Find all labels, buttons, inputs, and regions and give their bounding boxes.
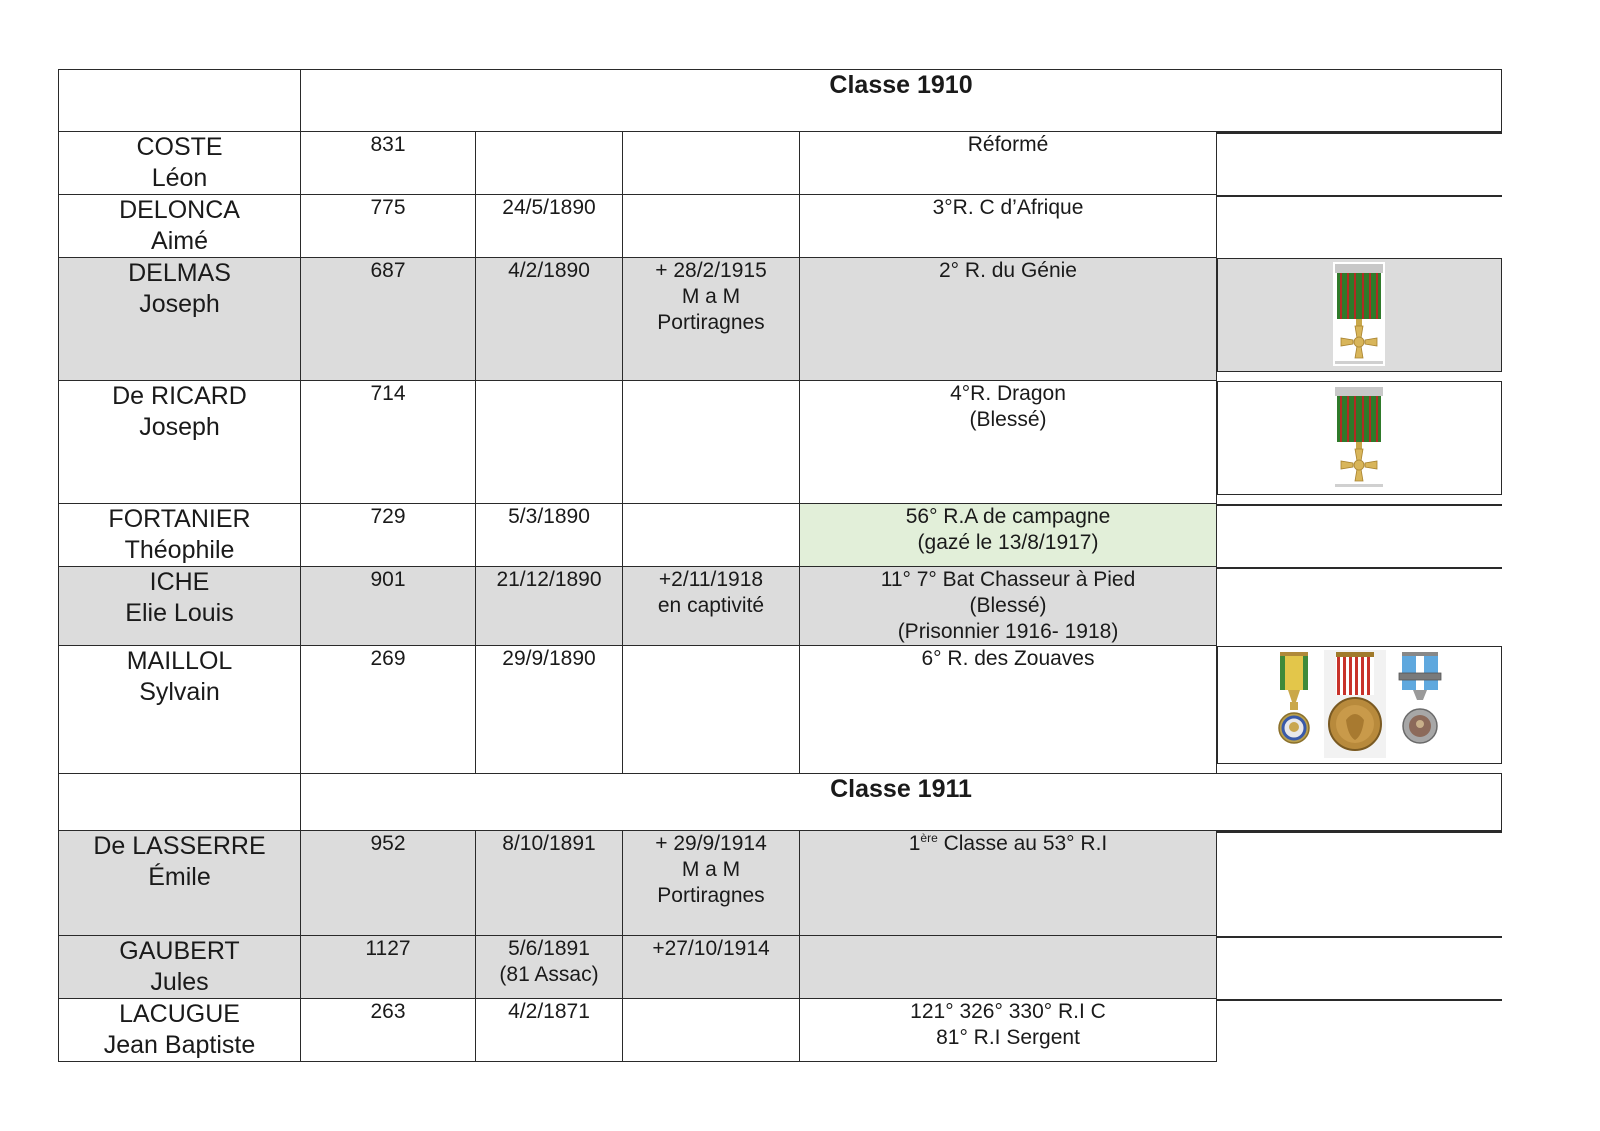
birth-date-cell (476, 381, 623, 504)
death-cell (623, 381, 800, 504)
medaille-militaire-icon (1274, 650, 1314, 759)
medals-group (1218, 382, 1501, 494)
medals-cell (1217, 936, 1502, 938)
conscript-row (59, 504, 1502, 567)
croix-de-guerre-icon (1333, 385, 1385, 494)
conscript-name-cell (59, 132, 301, 195)
birth-date-cell (476, 936, 623, 999)
conscript-name-cell (59, 258, 301, 381)
cell-line: 11° 7° Bat Chasseur à Pied (880, 568, 1136, 591)
cell-line: Aimé (151, 227, 208, 255)
cell-line: Léon (151, 164, 208, 192)
registration-number-cell: 263 (301, 999, 476, 1062)
cell-line: De LASSERRE (93, 832, 266, 860)
cell-line: +2/11/1918 (658, 568, 764, 591)
registration-number-cell: 729 (301, 504, 476, 567)
conscript-name-cell (59, 195, 301, 258)
registration-number-cell: 1127 (301, 936, 476, 999)
cell-line: 29/9/1890 (502, 647, 596, 670)
medals-cell (1217, 567, 1502, 569)
medals-cell (1217, 831, 1502, 833)
conscript-row (59, 831, 1502, 936)
cell-line: en captivité (657, 594, 765, 617)
death-cell (623, 258, 800, 381)
conscript-row (59, 195, 1502, 258)
birth-date-cell (476, 646, 623, 774)
birth-date-cell (476, 567, 623, 646)
conscript-name-cell (59, 646, 301, 774)
cell-line: DELMAS (128, 259, 231, 287)
cell-line: (Blessé) (969, 594, 1047, 617)
cell-line: 4/2/1890 (508, 259, 590, 282)
cell-line: De RICARD (112, 382, 247, 410)
cell-line: GAUBERT (119, 937, 240, 965)
medaille-outre-mer-icon (1396, 650, 1444, 759)
cell-line: +27/10/1914 (652, 937, 770, 960)
cell-line: 81° R.I Sergent (936, 1026, 1080, 1049)
cell-line: M a M (681, 858, 741, 881)
cell-line: Portiragnes (657, 311, 765, 334)
cell-line: Joseph (139, 290, 220, 318)
class-title: Classe 1911 (301, 774, 1502, 831)
conscript-name-cell (59, 504, 301, 567)
medals-cell (1217, 258, 1502, 372)
unit-cell (800, 504, 1217, 567)
unit-cell (800, 381, 1217, 504)
registration-number-cell: 269 (301, 646, 476, 774)
conscript-row (59, 567, 1502, 646)
death-cell (623, 195, 800, 258)
registration-number-cell: 952 (301, 831, 476, 936)
conscript-row (59, 258, 1502, 381)
cell-line: 56° R.A de campagne (905, 505, 1111, 528)
cell-line: (81 Assac) (499, 963, 599, 986)
birth-date-cell (476, 258, 623, 381)
cell-line: 2° R. du Génie (939, 259, 1077, 282)
conscript-name-cell (59, 831, 301, 936)
conscript-row (59, 999, 1502, 1062)
cell-line: Joseph (139, 413, 220, 441)
medals-cell (1217, 504, 1502, 506)
death-cell (623, 504, 800, 567)
cell-line: Jean Baptiste (103, 1031, 256, 1059)
cell-line: 3°R. C d’Afrique (932, 196, 1084, 219)
cell-line: ICHE (149, 568, 210, 596)
medals-cell (1217, 381, 1502, 495)
cell-line: MAILLOL (126, 647, 233, 675)
class-header-blank-cell (59, 70, 301, 132)
unit-cell (800, 132, 1217, 195)
cell-line: + 29/9/1914 (655, 832, 767, 855)
class-header-row (59, 774, 1502, 831)
registration-number-cell: 775 (301, 195, 476, 258)
cell-line: COSTE (136, 133, 223, 161)
registration-number-cell: 714 (301, 381, 476, 504)
cell-line: 6° R. des Zouaves (921, 647, 1095, 670)
cell-line: LACUGUE (119, 1000, 240, 1028)
cell-line: Jules (150, 968, 209, 996)
conscript-row (59, 646, 1502, 774)
class-title: Classe 1910 (301, 70, 1502, 132)
unit-cell (800, 646, 1217, 774)
unit-cell (800, 936, 1217, 999)
death-cell (623, 936, 800, 999)
registration-number-cell: 901 (301, 567, 476, 646)
unit-cell (800, 831, 1217, 936)
birth-date-cell (476, 195, 623, 258)
cell-line: 21/12/1890 (496, 568, 602, 591)
cell-line: 5/6/1891 (508, 937, 590, 960)
cell-line: (Prisonnier 1916- 1918) (897, 620, 1119, 643)
cell-line: Elie Louis (125, 599, 234, 627)
cell-line: + 28/2/1915 (655, 259, 767, 282)
cell-line: Théophile (124, 536, 235, 564)
registration-number-cell: 831 (301, 132, 476, 195)
cell-line: 8/10/1891 (502, 832, 596, 855)
death-cell (623, 132, 800, 195)
cell-line: Émile (148, 863, 211, 891)
cell-line: 24/5/1890 (502, 196, 596, 219)
death-cell (623, 646, 800, 774)
class-header-row (59, 70, 1502, 132)
cell-line: Portiragnes (657, 884, 765, 907)
conscript-name-cell (59, 936, 301, 999)
cell-line: M a M (681, 285, 741, 308)
conscript-name-cell (59, 999, 301, 1062)
cell-line: 4/2/1871 (508, 1000, 590, 1023)
cell-line: (Blessé) (969, 408, 1047, 431)
birth-date-cell (476, 132, 623, 195)
cell-line: Réformé (967, 133, 1049, 156)
unit-cell (800, 567, 1217, 646)
conscripts-table-body (59, 70, 1502, 1062)
unit-cell (800, 195, 1217, 258)
cell-line: 4°R. Dragon (950, 382, 1066, 405)
medaille-commemorative-icon (1324, 650, 1386, 763)
registration-number-cell: 687 (301, 258, 476, 381)
cell-line: FORTANIER (108, 505, 251, 533)
medals-cell (1217, 646, 1502, 764)
class-header-blank-cell (59, 774, 301, 831)
birth-date-cell (476, 831, 623, 936)
death-cell (623, 831, 800, 936)
medals-cell (1217, 999, 1502, 1001)
cell-line: 5/3/1890 (508, 505, 590, 528)
medals-cell (1217, 195, 1502, 197)
conscript-name-cell (59, 567, 301, 646)
medals-group (1218, 647, 1501, 763)
death-cell (623, 999, 800, 1062)
conscripts-table (58, 69, 1502, 1062)
unit-cell (800, 258, 1217, 381)
cell-line: Sylvain (139, 678, 220, 706)
conscript-name-cell (59, 381, 301, 504)
medals-group (1218, 259, 1501, 371)
conscript-row (59, 132, 1502, 195)
birth-date-cell (476, 504, 623, 567)
cell-line: DELONCA (119, 196, 240, 224)
unit-cell (800, 999, 1217, 1062)
cell-line: 1ère Classe au 53° R.I (908, 831, 1108, 855)
conscript-row (59, 936, 1502, 999)
death-cell (623, 567, 800, 646)
cell-line: (gazé le 13/8/1917) (917, 531, 1099, 554)
birth-date-cell (476, 999, 623, 1062)
cell-line: 121° 326° 330° R.I C (910, 1000, 1106, 1023)
medals-cell (1217, 132, 1502, 134)
conscript-row (59, 381, 1502, 504)
croix-de-guerre-icon (1333, 262, 1385, 371)
